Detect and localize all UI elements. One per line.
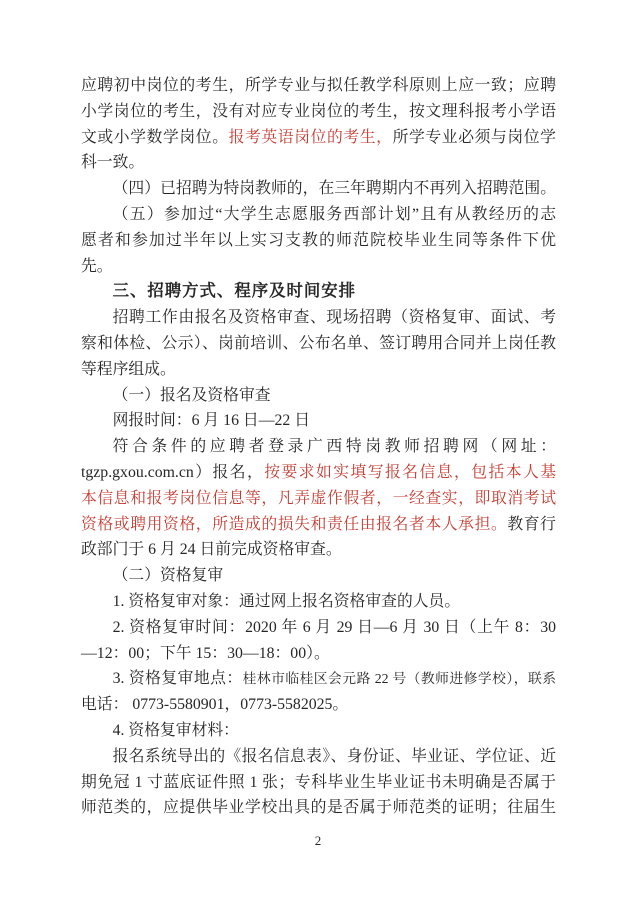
text-segment: —12：00；下午 15：30—18：00）。 — [81, 644, 330, 662]
text-line — [81, 486, 556, 512]
text-segment: 政部门于 6 月 24 日前完成资格审查。 — [81, 541, 342, 559]
text-line — [81, 125, 556, 151]
text-segment: 网报时间：6 月 16 日—22 日 — [112, 412, 311, 430]
text-segment: 先。 — [81, 257, 113, 275]
text-segment: 桂林市临桂区会元路 22 号（教师进修学校），联系 — [242, 671, 556, 687]
text-segment: 所学专业必须与岗位学 — [392, 128, 556, 146]
text-segment: 科一致。 — [81, 154, 145, 172]
text-line — [81, 563, 556, 589]
red-emphasis-text: 报考英语岗位的考生， — [228, 128, 393, 146]
text-segment: 电话： 0773-5580901，0773-5582025。 — [81, 696, 349, 714]
text-line — [81, 305, 556, 331]
text-line — [81, 73, 556, 99]
text-line — [81, 666, 556, 692]
text-line — [81, 150, 556, 176]
text-line — [81, 744, 556, 770]
text-segment: 报名系统导出的《报名信息表》、身份证、毕业证、学位证、近 — [112, 747, 556, 765]
text-segment: 1. 资格复审对象：通过网上报名资格审查的人员。 — [112, 592, 461, 610]
text-line — [81, 512, 556, 538]
text-line — [81, 718, 556, 744]
red-emphasis-text: 按要求如实填写报名信息，包括本人基 — [264, 463, 556, 481]
text-segment: 4. 资格复审材料： — [112, 721, 239, 739]
text-segment: 文或小学数学岗位。 — [81, 128, 229, 146]
text-line — [81, 460, 556, 486]
text-segment: 期免冠 1 寸蓝底证件照 1 张；专科毕业生毕业证书未明确是否属于 — [81, 773, 556, 791]
text-line — [81, 357, 556, 383]
text-line — [81, 434, 556, 460]
text-segment: 招聘工作由报名及资格审查、现场招聘（资格复审、面试、考 — [112, 309, 556, 327]
section-heading — [81, 279, 556, 305]
text-segment: 三、招聘方式、程序及时间安排 — [112, 282, 357, 301]
text-segment: 应聘初中岗位的考生，所学专业与拟任教学科原则上应一致；应聘 — [81, 77, 556, 94]
document-lines — [81, 73, 556, 821]
text-segment: （四）已招聘为特岗教师的，在三年聘期内不再列入招聘范围。 — [112, 180, 556, 198]
text-segment: （一）报名及资格审查 — [112, 386, 271, 404]
text-segment: 教育行 — [507, 515, 556, 533]
text-line — [81, 408, 556, 434]
text-segment: 符合条件的应聘者登录广西特岗教师招聘网（网址： — [112, 438, 556, 456]
text-segment: 察和体检、公示）、岗前培训、公布名单、签订聘用合同并上岗任教 — [81, 334, 556, 352]
page-number: 2 — [314, 833, 322, 848]
text-segment: 师范类的，应提供毕业学校出具的是否属于师范类的证明；往届生 — [81, 799, 556, 817]
text-line — [81, 537, 556, 563]
text-segment: （二）资格复审 — [112, 567, 224, 585]
text-line — [81, 331, 556, 357]
text-segment: 2. 资格复审时间：2020 年 6 月 29 日—6 月 30 日（上午 8：30 — [112, 618, 556, 636]
text-line — [81, 99, 556, 125]
text-segment: tgzp.gxou.com.cn）报名， — [81, 463, 265, 481]
text-line — [81, 228, 556, 254]
text-line — [81, 202, 556, 228]
text-line — [81, 254, 556, 280]
red-emphasis-text: 资格或聘用资格，所造成的损失和责任由报名者本人承担。 — [81, 515, 508, 533]
text-line — [81, 383, 556, 409]
text-segment: 等程序组成。 — [81, 360, 176, 378]
text-line — [81, 589, 556, 615]
text-line — [81, 692, 556, 718]
text-line — [81, 176, 556, 202]
text-line — [81, 770, 556, 796]
text-segment: 3. 资格复审地点： — [112, 670, 243, 688]
text-segment: 愿者和参加过半年以上实习支教的师范院校毕业生同等条件下优 — [81, 231, 556, 249]
text-segment: （五）参加过“大学生志愿服务西部计划”且有从教经历的志 — [112, 205, 556, 223]
red-emphasis-text: 本信息和报考岗位信息等，凡弄虚作假者，一经查实，即取消考试 — [81, 489, 556, 507]
text-line — [81, 641, 556, 667]
text-segment: 小学岗位的考生，没有对应专业岗位的考生，按文理科报考小学语 — [81, 102, 556, 120]
text-line — [81, 795, 556, 821]
text-line — [81, 615, 556, 641]
